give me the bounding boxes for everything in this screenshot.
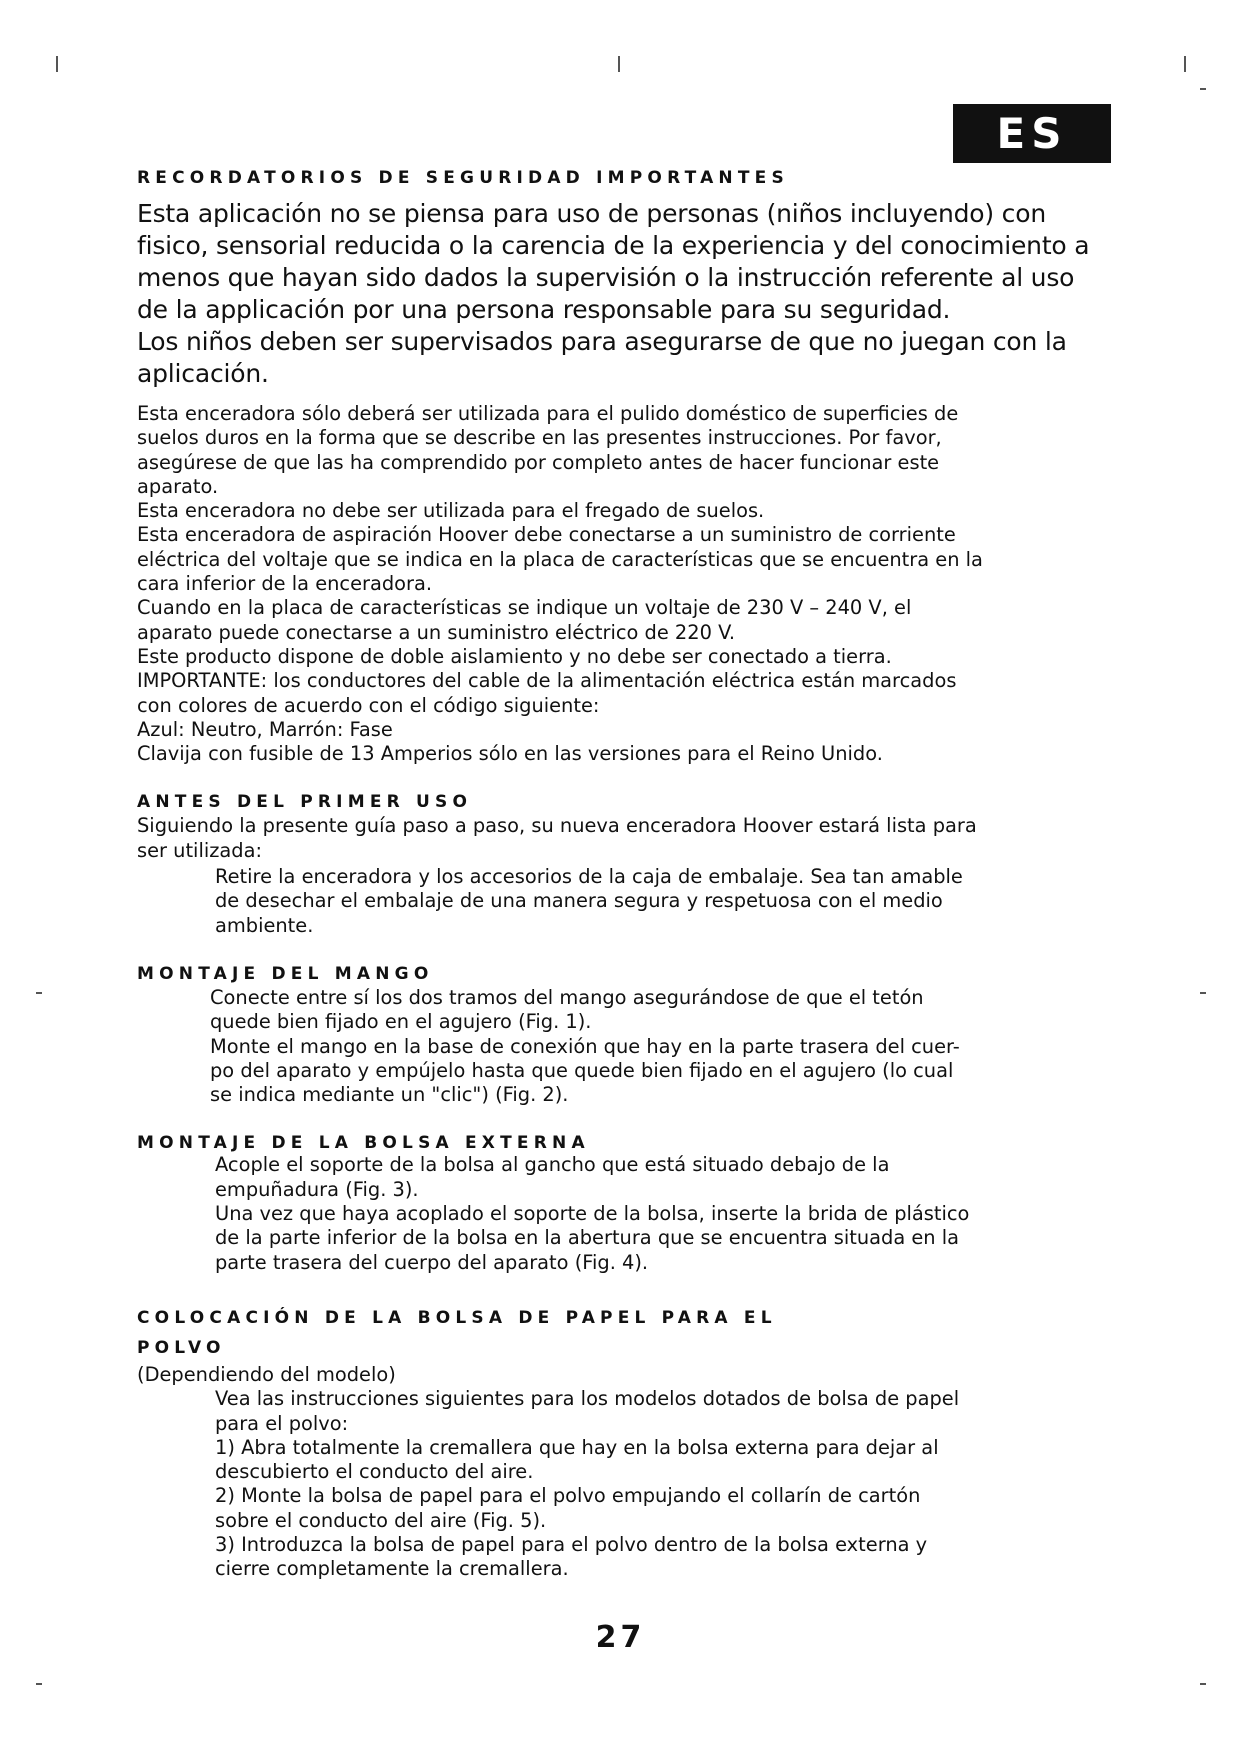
body-line: descubierto el conducto del aire.	[215, 1460, 534, 1484]
handle-assembly-heading: MONTAJE DEL MANGO	[137, 963, 434, 984]
paper-bag-note: (Dependiendo del modelo)	[137, 1362, 396, 1386]
language-badge: ES	[953, 104, 1111, 163]
outer-bag-steps	[137, 1153, 1117, 1274]
paper-bag-heading	[137, 1303, 1117, 1363]
crop-mark-bottom-left	[36, 1683, 42, 1685]
body-line: Cuando en la placa de características se indique un voltaje de 230 V – 240 V, el	[137, 596, 912, 620]
body-line: Acople el soporte de la bolsa al gancho que está situado debajo de la	[215, 1153, 890, 1177]
safety-intro	[137, 198, 1117, 390]
page-number: 27	[595, 1620, 646, 1655]
intro-line: fisico, sensorial reducida o la carencia de la experiencia y del conocimiento a	[137, 231, 1090, 260]
body-line: Azul: Neutro, Marrón: Fase	[137, 717, 393, 741]
body-line: empuñadura (Fig. 3).	[215, 1177, 419, 1201]
body-line: para el polvo:	[215, 1411, 349, 1435]
body-line: de desechar el embalaje de una manera segura y respetuosa con el medio	[215, 889, 943, 913]
document-body	[137, 168, 1117, 1582]
body-line: Retire la enceradora y los accesorios de la caja de embalaje. Sea tan amable	[215, 865, 963, 889]
outer-bag-heading: MONTAJE DE LA BOLSA EXTERNA	[137, 1133, 590, 1154]
crop-mark-left-mid	[36, 992, 42, 994]
body-line: 2) Monte la bolsa de papel para el polvo empujando el collarín de cartón	[215, 1484, 921, 1508]
body-line: Clavija con fusible de 13 Amperios sólo en las versiones para el Reino Unido.	[137, 742, 883, 766]
crop-mark-right-mid	[1200, 992, 1206, 994]
body-line: cierre completamente la cremallera.	[215, 1557, 569, 1581]
crop-mark-bottom-right	[1200, 1683, 1206, 1685]
body-line: cara inferior de la enceradora.	[137, 572, 433, 596]
body-line: quede bien fijado en el agujero (Fig. 1).	[210, 1010, 592, 1034]
crop-mark-right-top	[1200, 88, 1206, 90]
body-line: aparato.	[137, 474, 219, 498]
body-line: ambiente.	[215, 913, 314, 937]
paper-bag-steps	[137, 1387, 1117, 1581]
body-line: se indica mediante un "clic") (Fig. 2).	[210, 1083, 569, 1107]
body-line: parte trasera del cuerpo del aparato (Fig. 4).	[215, 1250, 649, 1274]
crop-mark-top-right	[1184, 56, 1186, 72]
body-line: suelos duros en la forma que se describe en las presentes instrucciones. Por favor,	[137, 426, 942, 450]
body-line: 3) Introduzca la bolsa de papel para el polvo dentro de la bolsa externa y	[215, 1532, 928, 1556]
handle-assembly-steps	[137, 986, 1117, 1107]
section-safety	[137, 168, 1117, 766]
heading-line: POLVO	[137, 1337, 226, 1358]
heading-line: COLOCACIÓN DE LA BOLSA DE PAPEL PARA EL	[137, 1307, 777, 1328]
body-line: 1) Abra totalmente la cremallera que hay en la bolsa externa para dejar al	[215, 1435, 939, 1459]
body-line: asegúrese de que las ha comprendido por completo antes de hacer funcionar este	[137, 450, 940, 474]
body-line: con colores de acuerdo con el código siguiente:	[137, 693, 600, 717]
body-line: de la parte inferior de la bolsa en la abertura que se encuentra situada en la	[215, 1226, 960, 1250]
body-line: Una vez que haya acoplado el soporte de la bolsa, inserte la brida de plástico	[215, 1202, 970, 1226]
body-line: Este producto dispone de doble aislamiento y no debe ser conectado a tierra.	[137, 644, 892, 668]
body-line: Monte el mango en la base de conexión que hay en la parte trasera del cuer-	[210, 1034, 960, 1058]
intro-line: Esta aplicación no se piensa para uso de personas (niños incluyendo) con	[137, 199, 1046, 228]
section-outer-bag	[137, 1133, 1117, 1274]
before-first-use-steps	[137, 865, 1117, 938]
body-line: Esta enceradora de aspiración Hoover debe conectarse a un suministro de corriente	[137, 523, 956, 547]
before-first-use-body	[137, 814, 1117, 863]
crop-mark-top-left	[56, 56, 58, 72]
body-line: sobre el conducto del aire (Fig. 5).	[215, 1508, 547, 1532]
intro-line: de la applicación por una persona responsable para su seguridad.	[137, 295, 951, 324]
body-line: Vea las instrucciones siguientes para los modelos dotados de bolsa de papel	[215, 1387, 960, 1411]
before-first-use-heading: ANTES DEL PRIMER USO	[137, 792, 473, 813]
section-paper-bag	[137, 1303, 1117, 1582]
body-line: Siguiendo la presente guía paso a paso, su nueva enceradora Hoover estará lista para	[137, 814, 977, 838]
intro-line: aplicación.	[137, 359, 269, 388]
crop-mark-top-center	[618, 56, 620, 72]
intro-line: Los niños deben ser supervisados para asegurarse de que no juegan con la	[137, 327, 1067, 356]
intro-line: menos que hayan sido dados la supervisión o la instrucción referente al uso	[137, 263, 1075, 292]
section-before-first-use	[137, 792, 1117, 937]
body-line: eléctrica del voltaje que se indica en la placa de características que se encuentra en la	[137, 547, 983, 571]
safety-heading: RECORDATORIOS DE SEGURIDAD IMPORTANTES	[137, 168, 789, 188]
body-line: Esta enceradora sólo deberá ser utilizada para el pulido doméstico de superficies de	[137, 402, 959, 425]
body-line: po del aparato y empújelo hasta que quede bien fijado en el agujero (lo cual	[210, 1058, 954, 1082]
body-line: Conecte entre sí los dos tramos del mango asegurándose de que el tetón	[210, 985, 924, 1009]
body-line: IMPORTANTE: los conductores del cable de la alimentación eléctrica están marcados	[137, 669, 957, 693]
body-line: ser utilizada:	[137, 838, 263, 862]
body-line: aparato puede conectarse a un suministro eléctrico de 220 V.	[137, 620, 736, 644]
safety-body	[137, 402, 1117, 766]
body-line: Esta enceradora no debe ser utilizada para el fregado de suelos.	[137, 499, 765, 523]
section-handle-assembly	[137, 964, 1117, 1107]
